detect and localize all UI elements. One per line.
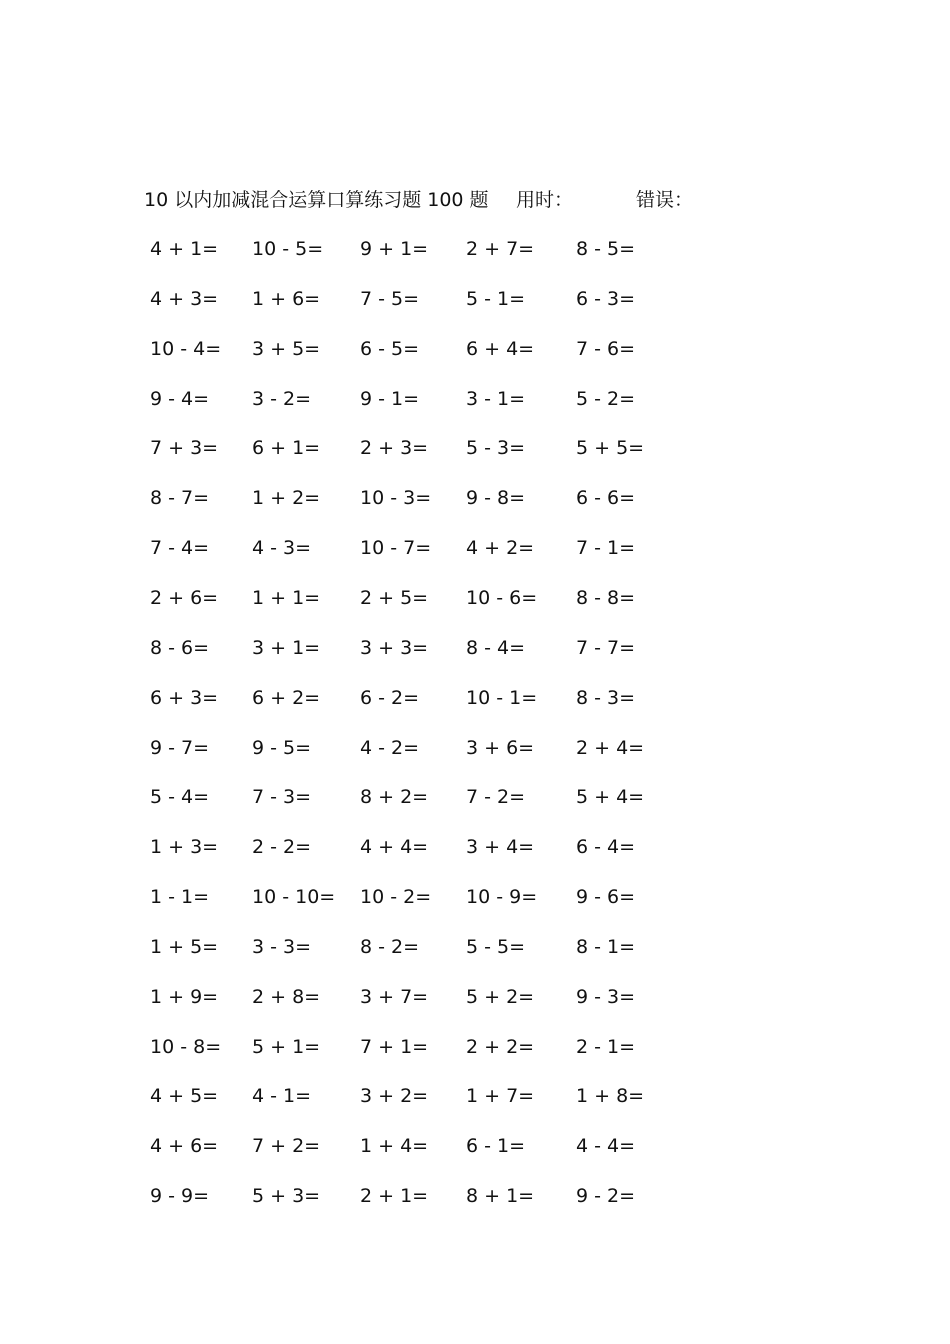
problem-item: 1 + 8= [576,1085,645,1108]
problem-item: 4 - 1= [252,1085,312,1108]
problem-item: 10 - 1= [466,686,538,709]
problem-item: 10 - 3= [360,487,432,510]
problem-item: 5 + 2= [466,985,535,1008]
problem-item: 6 - 2= [360,686,420,709]
problem-item: 8 - 4= [466,636,526,659]
problem-item: 4 + 2= [466,537,535,560]
problem-item: 9 - 9= [150,1185,210,1208]
problem-item: 5 - 5= [466,935,526,958]
problem-item: 4 + 4= [360,836,429,859]
problem-item: 6 - 6= [576,487,636,510]
problem-item: 4 - 4= [576,1135,636,1158]
problem-item: 2 - 2= [252,836,312,859]
problem-row [0,683,950,713]
problem-item: 7 - 3= [252,786,312,809]
problem-row [0,583,950,613]
problem-item: 2 + 4= [576,736,645,759]
problem-item: 9 - 3= [576,985,636,1008]
problem-item: 4 + 1= [150,238,219,260]
problem-item: 1 + 6= [252,287,321,310]
problem-item: 6 - 1= [466,1135,526,1158]
error-count-label: 错误： [636,189,694,211]
problem-row [0,1181,950,1211]
problem-item: 9 + 1= [360,238,429,260]
problem-item: 6 + 4= [466,337,535,360]
problem-item: 10 - 4= [150,337,222,360]
problem-item: 7 + 1= [360,1035,429,1058]
problem-row [0,982,950,1012]
problem-item: 3 + 5= [252,337,321,360]
problem-item: 1 + 4= [360,1135,429,1158]
problem-item: 1 + 5= [150,935,219,958]
problem-item: 7 + 2= [252,1135,321,1158]
problem-item: 7 - 6= [576,337,636,360]
time-used-label: 用时： [516,189,574,211]
problem-item: 8 - 2= [360,935,420,958]
problem-item: 6 + 1= [252,437,321,460]
problem-row [0,733,950,763]
problem-item: 7 - 7= [576,636,636,659]
problem-item: 2 + 7= [466,238,535,260]
problem-item: 8 - 5= [576,238,636,260]
problem-item: 5 - 2= [576,387,636,410]
worksheet-title: 10 以内加减混合运算口算练习题 100 题 [144,189,489,211]
problem-item: 8 - 7= [150,487,210,510]
problem-row [0,882,950,912]
problem-item: 5 - 1= [466,287,526,310]
problem-item: 7 - 4= [150,537,210,560]
problem-item: 10 - 7= [360,537,432,560]
problem-item: 10 - 5= [252,238,324,260]
problem-item: 8 + 2= [360,786,429,809]
problem-item: 1 + 2= [252,487,321,510]
problem-row [0,533,950,563]
problem-item: 2 + 8= [252,985,321,1008]
problem-item: 6 - 3= [576,287,636,310]
problem-item: 4 + 3= [150,287,219,310]
problem-item: 4 - 2= [360,736,420,759]
problem-item: 3 - 1= [466,387,526,410]
problem-item: 3 + 2= [360,1085,429,1108]
problem-row [0,433,950,463]
problem-item: 8 + 1= [466,1185,535,1208]
problem-item: 3 + 4= [466,836,535,859]
problem-item: 3 + 1= [252,636,321,659]
problem-item: 6 - 4= [576,836,636,859]
problem-item: 3 + 6= [466,736,535,759]
problem-row [0,384,950,414]
problem-row [0,782,950,812]
problem-item: 4 + 5= [150,1085,219,1108]
problem-item: 1 + 7= [466,1085,535,1108]
problem-item: 1 + 3= [150,836,219,859]
problem-item: 1 + 1= [252,586,321,609]
problem-item: 7 + 3= [150,437,219,460]
problem-item: 2 + 1= [360,1185,429,1208]
problem-item: 8 - 1= [576,935,636,958]
problem-item: 6 + 3= [150,686,219,709]
problem-row [0,334,950,364]
problem-item: 4 + 6= [150,1135,219,1158]
problem-item: 5 - 3= [466,437,526,460]
problem-item: 10 - 6= [466,586,538,609]
problem-item: 9 - 2= [576,1185,636,1208]
problem-item: 5 + 3= [252,1185,321,1208]
problem-item: 9 - 1= [360,387,420,410]
problem-item: 7 - 1= [576,537,636,560]
problem-item: 8 - 6= [150,636,210,659]
problem-item: 6 - 5= [360,337,420,360]
problem-row [0,932,950,962]
problem-item: 8 - 8= [576,586,636,609]
problem-item: 9 - 4= [150,387,210,410]
problem-row [0,1131,950,1161]
problem-item: 7 - 5= [360,287,420,310]
problem-item: 2 + 5= [360,586,429,609]
problem-item: 3 - 3= [252,935,312,958]
problem-item: 2 + 2= [466,1035,535,1058]
problem-row [0,234,950,264]
problem-row [0,483,950,513]
problem-item: 2 - 1= [576,1035,636,1058]
problem-item: 10 - 8= [150,1035,222,1058]
problem-item: 10 - 10= [252,886,336,909]
problem-item: 3 + 7= [360,985,429,1008]
problem-item: 9 - 6= [576,886,636,909]
problem-row [0,832,950,862]
problem-item: 9 - 5= [252,736,312,759]
problem-item: 10 - 2= [360,886,432,909]
problem-row [0,1032,950,1062]
problem-item: 6 + 2= [252,686,321,709]
problem-item: 2 + 6= [150,586,219,609]
problem-item: 9 - 7= [150,736,210,759]
problem-item: 5 - 4= [150,786,210,809]
problem-item: 5 + 4= [576,786,645,809]
problem-item: 4 - 3= [252,537,312,560]
problem-item: 8 - 3= [576,686,636,709]
problem-item: 7 - 2= [466,786,526,809]
problem-item: 10 - 9= [466,886,538,909]
problem-row [0,1081,950,1111]
problem-item: 1 - 1= [150,886,210,909]
problem-item: 3 + 3= [360,636,429,659]
problem-item: 1 + 9= [150,985,219,1008]
problem-item: 2 + 3= [360,437,429,460]
problem-item: 5 + 5= [576,437,645,460]
problem-row [0,633,950,663]
problem-row [0,284,950,314]
problem-item: 5 + 1= [252,1035,321,1058]
problem-item: 9 - 8= [466,487,526,510]
problem-item: 3 - 2= [252,387,312,410]
